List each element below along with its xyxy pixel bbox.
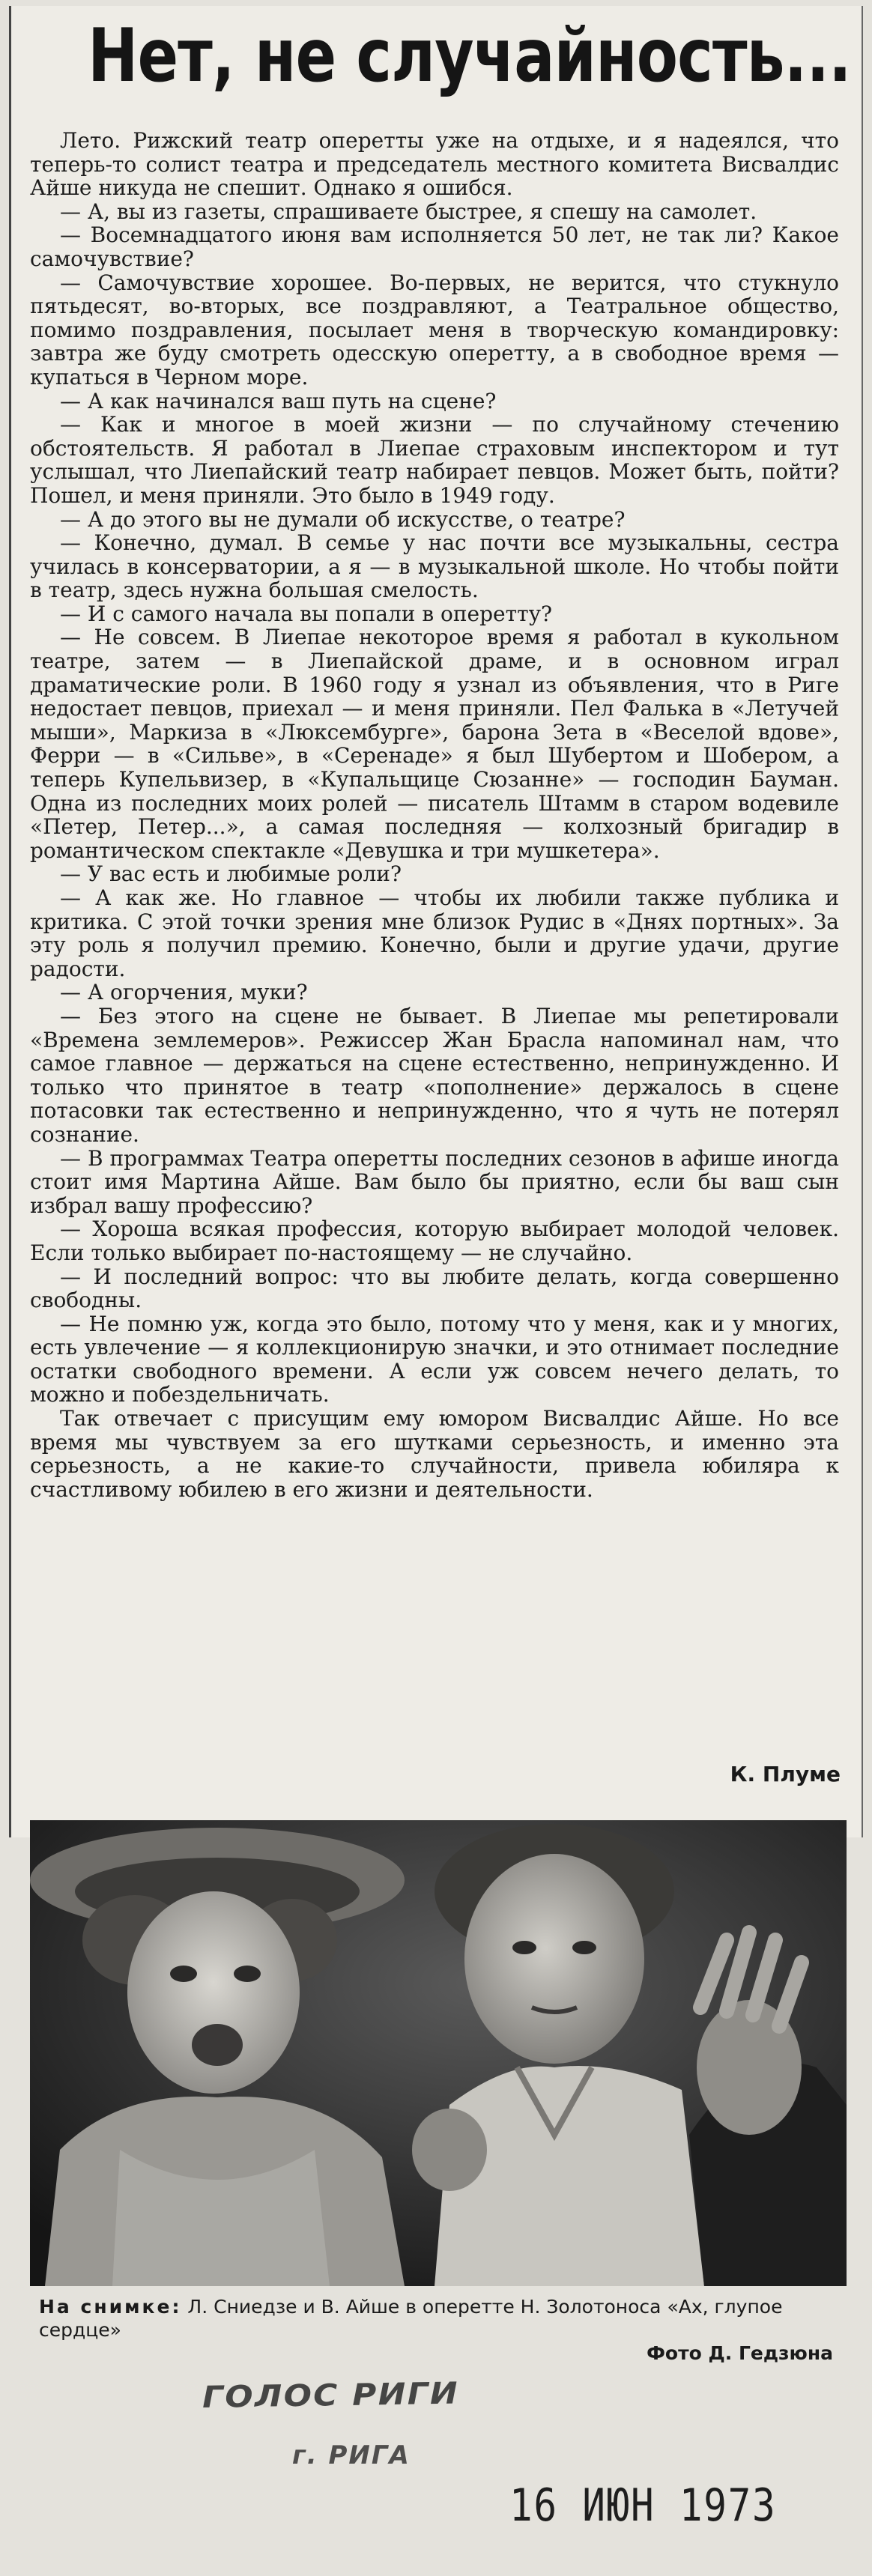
article-paragraph: — В программах Театра оперетты последних сезонов в афише иногда стоит имя Мартина Айше. Вам было бы приятно, если бы ваш сын избрал вашу профессию? xyxy=(30,1145,839,1218)
article-paragraph: — Без этого на сцене не бывает. В Лиепае мы репетировали «Времена землемеров». Режиссер Жан Брасла напоминал нам, что самое главное — держаться на сцене естественно, непринужденно. И только что принятое в театр «пополнение» держалось в сцене потасовки так естественно и непринужденно, что я чуть не потерял сознание. xyxy=(30,1003,839,1147)
caption-text: Л. Сниедзе и В. Айше в оперетте Н. Золотоноса «Ах, глупое сердце» xyxy=(39,2296,783,2341)
article-paragraph: — У вас есть и любимые роли? xyxy=(60,861,402,887)
article-paragraph: — Не совсем. В Лиепае некоторое время я работал в кукольном театре, затем — в Лиепайской драме, и в основном играл драматические роли. В 1960 году я узнал из объявления, что в Риге недостает певцов, приехал — и меня приняли. Пел Фалька в «Летучей мыши», Маркиза в «Люксембурге», барона Зета в «Веселой вдове», Ферри — в «Сильве», в «Серенаде» я был Шубертом и Шобером, а теперь Купельвизер, в «Купальщице Сюзанне» — господин Бауман. Одна из последних моих ролей — писатель Штамм в старом водевиле «Петер, Петер...», а самая последняя — колхозный бригадир в романтическом спектакле «Девушка и три мушкетера». xyxy=(30,625,839,863)
article-byline: К. Плуме xyxy=(730,1762,841,1786)
photo-image xyxy=(30,1820,847,2286)
caption-lead: На снимке: xyxy=(39,2296,182,2318)
performance-photo xyxy=(30,1820,847,2286)
article-paragraph: — А, вы из газеты, спрашиваете быстрее, я спешу на самолет. xyxy=(60,198,757,224)
newspaper-name-stamp: ГОЛОС РИГИ xyxy=(202,2376,460,2415)
article-paragraph: — Восемнадцатого июня вам исполняется 50 лет, не так ли? Какое самочувствие? xyxy=(30,222,839,271)
article-paragraph: — И последний вопрос: что вы любите делать, когда совершенно свободны. xyxy=(30,1264,839,1313)
article-paragraph: — И с самого начала вы попали в оперетту? xyxy=(60,601,553,626)
city-stamp: г. РИГА xyxy=(292,2440,411,2470)
article-headline: Нет, не случайность... xyxy=(88,13,851,99)
article-paragraph: — А до этого вы не думали об искусстве, о театре? xyxy=(60,506,626,532)
article-paragraph: Лето. Рижский театр оперетты уже на отдыхе, и я надеялся, что теперь-то солист театра и председатель местного комитета Висвалдис Айше никуда не спешит. Однако я ошибся. xyxy=(30,128,839,201)
article-paragraph: — Конечно, думал. В семье у нас почти все музыкальны, сестра училась в консерватории, а я — в музыкальной школе. Но чтобы пойти в театр, здесь нужна большая смелость. xyxy=(30,530,839,603)
photo-credit: Фото Д. Гедзюна xyxy=(647,2342,833,2364)
date-stamp: 16 ИЮН 1973 xyxy=(509,2479,777,2532)
photo-caption xyxy=(39,2295,833,2364)
article-paragraph: — Самочувствие хорошее. Во-первых, не верится, что стукнуло пятьдесят, во-вторых, все поздравляют, а Театральное общество, помимо поздравления, посылает меня в творческую командировку: завтра же буду смотреть одесскую оперетту, а в свободное время — купаться в Черном море. xyxy=(30,270,839,390)
article-paragraph: — А как начинался ваш путь на сцене? xyxy=(60,388,497,413)
article-paragraph: Так отвечает с присущим ему юмором Висвалдис Айше. Но все время мы чувствуем за его шутками серьезность, и именно эта серьезность, а не какие-то случайности, привела юбиляра к счастливому юбилею в его жизни и деятельности. xyxy=(30,1406,839,1502)
article-paragraph: — А огорчения, муки? xyxy=(60,980,308,1005)
article-paragraph: — А как же. Но главное — чтобы их любили также публика и критика. С этой точки зрения мне близок Рудис в «Днях портных». За эту роль я получил премию. Конечно, были и другие удачи, другие радости. xyxy=(30,885,839,981)
article-paragraph: — Хороша всякая профессия, которую выбирает молодой человек. Если только выбирает по-настоящему — не случайно. xyxy=(30,1216,839,1265)
article-body xyxy=(30,129,839,1501)
article-paragraph: — Не помню уж, когда это было, потому что у меня, как и у многих, есть увлечение — я коллекционирую значки, и это отнимает последние остатки свободного времени. А если уж совсем нечего делать, то можно и побездельничать. xyxy=(30,1311,839,1407)
article-paragraph: — Как и многое в моей жизни — по случайному стечению обстоятельств. Я работал в Лиепае страховым инспектором и тут услышал, что Лиепайский театр набирает певцов. Может быть, пойти? Пошел, и меня приняли. Это было в 1949 году. xyxy=(30,412,839,508)
